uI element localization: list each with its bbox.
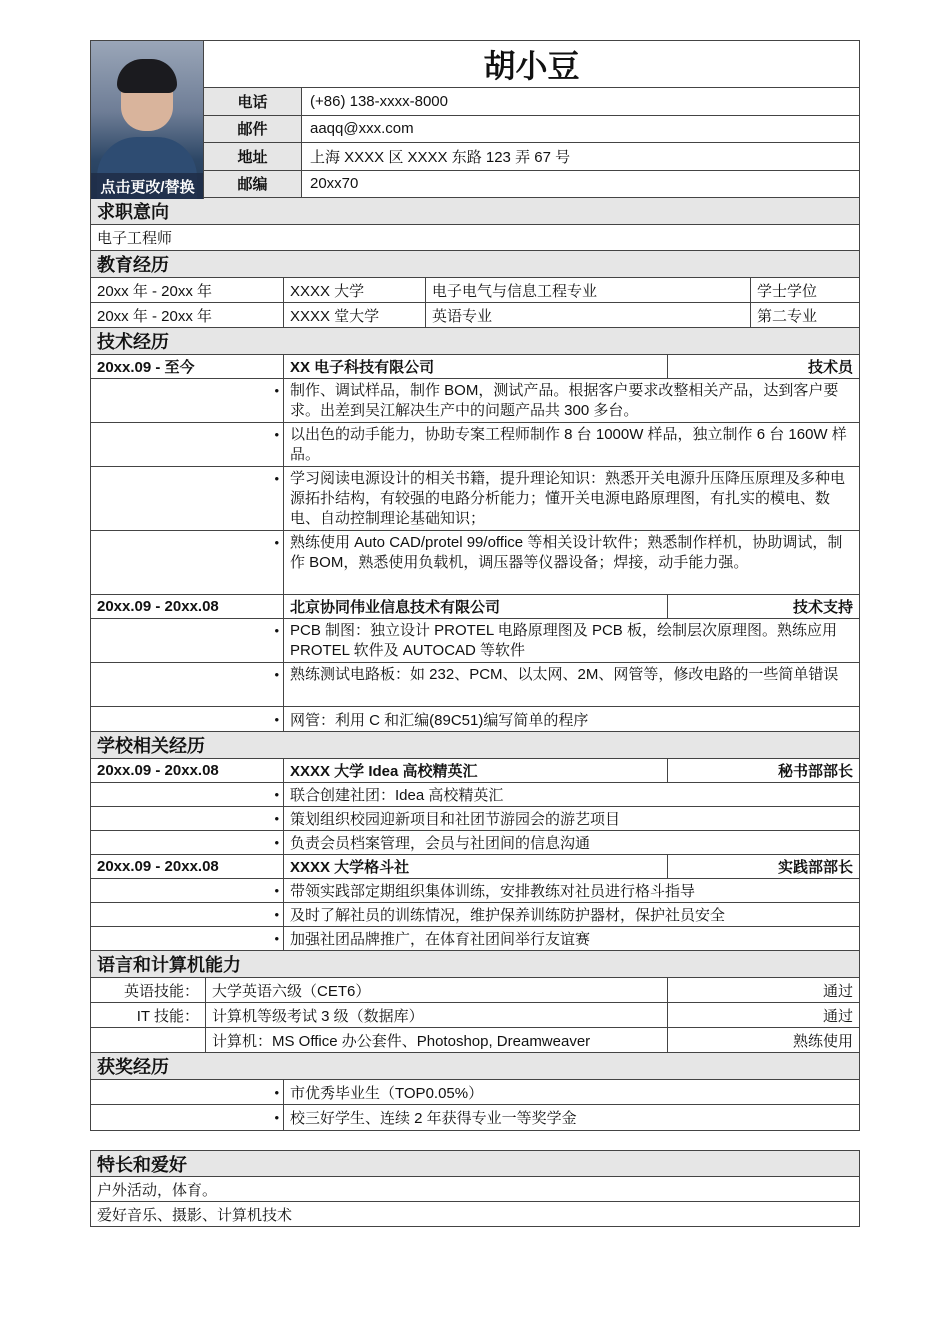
bullet: • <box>274 835 279 850</box>
bullet: • <box>274 883 279 898</box>
job-company: 北京协同伟业信息技术有限公司 <box>283 595 667 618</box>
skill-desc: 大学英语六级（CET6） <box>205 978 667 1002</box>
job-item-row <box>90 619 860 663</box>
bullet: • <box>274 1084 279 1100</box>
job-company: XXXX 大学格斗社 <box>283 855 667 878</box>
award-item: 校三好学生、连续 2 年获得专业一等奖学金 <box>283 1105 859 1130</box>
job-item: 及时了解社员的训练情况，维护保养训练防护器材，保护社员安全 <box>283 903 859 926</box>
job-item-row <box>90 879 860 903</box>
education-row <box>90 278 860 303</box>
section-gap <box>90 1130 860 1150</box>
job-item-row <box>90 707 860 732</box>
skill-label <box>91 1028 205 1052</box>
header-info <box>204 41 859 198</box>
section-hobbies: 特长和爱好 <box>90 1150 860 1177</box>
skill-level: 通过 <box>667 1003 859 1027</box>
job-item: 联合创建社团：Idea 高校精英汇 <box>283 783 859 806</box>
job-company: XXXX 大学 Idea 高校精英汇 <box>283 759 667 782</box>
photo-hair <box>117 59 177 93</box>
bullet: • <box>274 471 279 486</box>
skill-row <box>90 1028 860 1053</box>
job-item: 带领实践部定期组织集体训练，安排教练对社员进行格斗指导 <box>283 879 859 902</box>
bullet: • <box>274 711 279 727</box>
bullet: • <box>274 535 279 550</box>
contact-value: aaqq@xxx.com <box>310 120 414 138</box>
bullet: • <box>274 811 279 826</box>
job-period: 20xx.09 - 20xx.08 <box>97 762 219 779</box>
section-objective: 求职意向 <box>90 198 860 225</box>
edu-period: 20xx 年 - 20xx 年 <box>97 307 213 325</box>
contact-zip <box>204 171 859 198</box>
job-item: 策划组织校园迎新项目和社团节游园会的游艺项目 <box>283 807 859 830</box>
job-item: 负责会员档案管理，会员与社团间的信息沟通 <box>283 831 859 854</box>
skill-level: 通过 <box>667 978 859 1002</box>
job-item-row <box>90 783 860 807</box>
job-company: XX 电子科技有限公司 <box>283 355 667 378</box>
job-item-row <box>90 831 860 855</box>
contact-value: 上海 XXXX 区 XXXX 东路 123 弄 67 号 <box>310 148 571 166</box>
resume-header <box>90 40 860 198</box>
education-row <box>90 303 860 328</box>
contact-label: 邮编 <box>204 171 302 197</box>
hobby-row <box>90 1202 860 1227</box>
skill-row <box>90 978 860 1003</box>
photo-replace-label[interactable]: 点击更改/替换 <box>91 173 204 199</box>
job-item-row <box>90 903 860 927</box>
job-item: 学习阅读电源设计的相关书籍，提升理论知识：熟悉开关电源升压降压原理及多种电源拓扑结构，有较强的电路分析能力；懂开关电源电路原理图，有扎实的模电、数电、自动控制理论基础知识； <box>283 467 859 530</box>
contact-value: (+86) 138-xxxx-8000 <box>310 92 448 110</box>
profile-photo[interactable] <box>91 41 204 199</box>
job-item-row <box>90 467 860 531</box>
edu-school: XXXX 大学 <box>283 278 425 302</box>
job-header-row <box>90 355 860 379</box>
bullet: • <box>274 667 279 682</box>
job-item: PCB 制图：独立设计 PROTEL 电路原理图及 PCB 板，绘制层次原理图。熟练应用 PROTEL 软件及 AUTOCAD 等软件 <box>283 619 859 662</box>
bullet: • <box>274 907 279 922</box>
job-item: 制作、调试样品，制作 BOM，测试产品。根据客户要求改整相关产品，达到客户要求。出差到吴江解决生产中的问题产品共 300 多台。 <box>283 379 859 422</box>
edu-degree: 学士学位 <box>750 278 859 302</box>
skill-row <box>90 1003 860 1028</box>
job-period: 20xx.09 - 20xx.08 <box>97 858 219 875</box>
job-item-row <box>90 423 860 467</box>
job-item: 加强社团品牌推广，在体育社团间举行友谊赛 <box>283 927 859 950</box>
section-awards: 获奖经历 <box>90 1053 860 1080</box>
job-item-row <box>90 663 860 707</box>
edu-school: XXXX 堂大学 <box>283 303 425 327</box>
contact-label: 地址 <box>204 143 302 169</box>
section-tech: 技术经历 <box>90 328 860 355</box>
skill-label: 英语技能： <box>123 982 199 1000</box>
job-role: 技术员 <box>667 355 859 378</box>
job-item: 熟练使用 Auto CAD/protel 99/office 等相关设计软件；熟悉制作样机，协助调试，制作 BOM，熟悉使用负载机，调压器等仪器设备；焊接，动手能力强。 <box>283 531 859 594</box>
objective-row <box>90 225 860 251</box>
job-item: 熟练测试电路板：如 232、PCM、以太网、2M、网管等，修改电路的一些简单错误 <box>283 663 859 706</box>
job-role: 技术支持 <box>667 595 859 618</box>
bullet: • <box>274 931 279 946</box>
section-school: 学校相关经历 <box>90 732 860 759</box>
job-item-row <box>90 531 860 595</box>
award-row <box>90 1080 860 1105</box>
contact-email <box>204 116 859 143</box>
skill-desc: 计算机：MS Office 办公套件、Photoshop, Dreamweaver <box>205 1028 667 1052</box>
skill-label: IT 技能： <box>136 1007 199 1025</box>
hobby-item: 户外活动，体育。 <box>97 1181 218 1199</box>
contact-address <box>204 143 859 170</box>
edu-degree: 第二专业 <box>750 303 859 327</box>
job-header-row <box>90 855 860 879</box>
job-period: 20xx.09 - 至今 <box>97 359 195 376</box>
section-skills: 语言和计算机能力 <box>90 951 860 978</box>
contact-value: 20xx70 <box>310 175 359 193</box>
award-item: 市优秀毕业生（TOP0.05%） <box>283 1080 859 1104</box>
bullet: • <box>274 787 279 802</box>
skill-level: 熟练使用 <box>667 1028 859 1052</box>
contact-label: 邮件 <box>204 116 302 142</box>
candidate-name: 胡小豆 <box>204 41 859 88</box>
contact-phone <box>204 88 859 115</box>
job-item-row <box>90 379 860 423</box>
job-item: 网管：利用 C 和汇编(89C51)编写简单的程序 <box>283 707 859 731</box>
award-row <box>90 1105 860 1130</box>
job-role: 实践部部长 <box>667 855 859 878</box>
bullet: • <box>274 623 279 638</box>
edu-period: 20xx 年 - 20xx 年 <box>97 282 213 300</box>
job-header-row <box>90 595 860 619</box>
contact-label: 电话 <box>204 88 302 114</box>
edu-major: 电子电气与信息工程专业 <box>425 278 750 302</box>
hobby-row <box>90 1177 860 1202</box>
edu-major: 英语专业 <box>425 303 750 327</box>
job-item: 以出色的动手能力，协助专案工程师制作 8 台 1000W 样品，独立制作 6 台 160W 样品。 <box>283 423 859 466</box>
hobby-item: 爱好音乐、摄影、计算机技术 <box>97 1206 293 1224</box>
objective-value: 电子工程师 <box>97 230 173 247</box>
bullet: • <box>274 1110 279 1125</box>
bullet: • <box>274 427 279 442</box>
job-role: 秘书部部长 <box>667 759 859 782</box>
job-item-row <box>90 807 860 831</box>
skill-desc: 计算机等级考试 3 级（数据库） <box>205 1003 667 1027</box>
job-period: 20xx.09 - 20xx.08 <box>97 598 219 615</box>
resume <box>90 40 860 1227</box>
section-education: 教育经历 <box>90 251 860 278</box>
job-header-row <box>90 759 860 783</box>
bullet: • <box>274 383 279 398</box>
job-item-row <box>90 927 860 951</box>
